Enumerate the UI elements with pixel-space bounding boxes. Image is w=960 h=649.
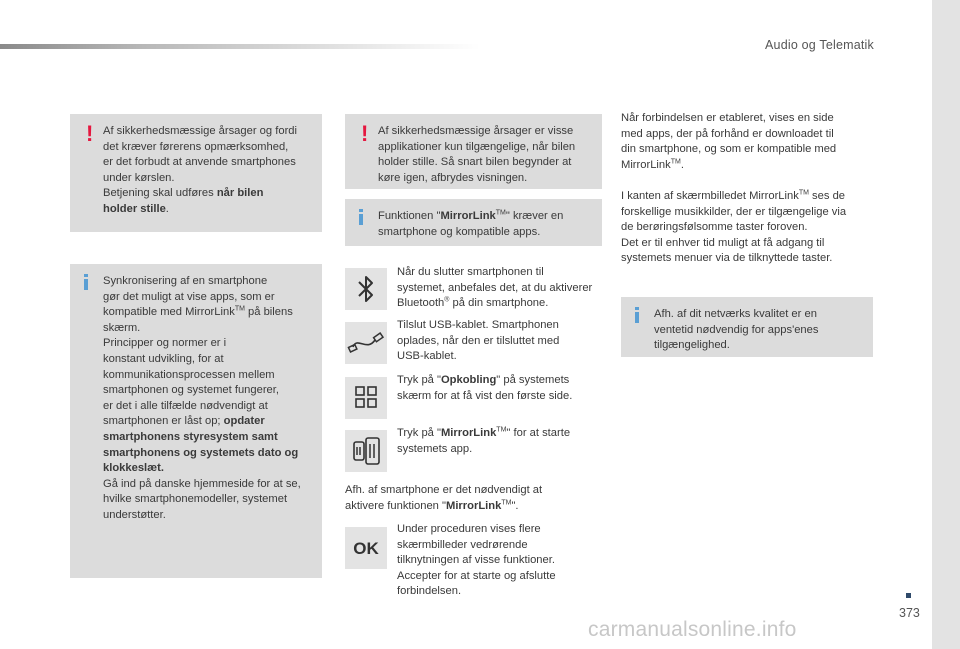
step-connect-text: Tryk på "Opkobling" på systemets skærm for at få vist den første side. (397, 374, 573, 402)
info-icon (359, 209, 363, 225)
page-marker (906, 593, 911, 598)
exclamation-icon: ! (86, 121, 94, 146)
step-mirrorlink-text: Tryk på "MirrorLink™" for at starte systemets app. (397, 426, 571, 455)
info-text: Afh. af dit netværks kvalitet er en ventetid nødvendig for apps'enes tilgængelighed. (654, 308, 819, 352)
apps-grid-icon (345, 377, 387, 419)
mirrorlink-icon (345, 430, 387, 472)
activation-note: Afh. af smartphone er det nødvendigt at aktivere funktionen "MirrorLink™". (345, 484, 543, 512)
warning-text: Af sikkerhedsmæssige årsager og fordi det kræver førerens opmærksomhed, er det forbudt at anvende smartphones under kørslen. Betjening skal udføres når bilen holder stille. (103, 125, 298, 215)
warning-box-driving (70, 114, 322, 232)
exclamation-icon: ! (361, 121, 369, 146)
mirrorlink-edge-paragraph: I kanten af skærmbilledet MirrorLink™ ses de forskellige musikkilder, der er tilgængelige via de berøringsfølsomme taster foroven. Det er til enhver tid muligt at få adgang til systemets menuer via de tilknyttede taster. (621, 189, 847, 265)
connection-established-paragraph: Når forbindelsen er etableret, vises en side med apps, der på forhånd er downloadet til din smartphone, og som er kompatible med MirrorLink™. (621, 112, 837, 171)
info-box-requirement (345, 199, 602, 246)
page-title: Audio og Telematik (765, 38, 874, 52)
info-icon (635, 307, 639, 323)
ok-button-icon (345, 527, 387, 569)
bluetooth-icon (345, 268, 387, 310)
step-ok-text: Under proceduren vises flere skærmbilleder vedrørende tilknytningen af visse funktioner. Accepter for at starte og afslutte forbindelsen. (397, 523, 556, 598)
info-box-network (621, 297, 873, 357)
info-box-sync (70, 264, 322, 578)
header-gradient-bar (0, 44, 480, 49)
watermark: carmanualsonline.info (588, 618, 797, 641)
info-text: Synkronisering af en smartphone gør det muligt at vise apps, som er kompatible med MirrorLink™ på bilens skærm. Principper og normer er i konstant udvikling, for at kommunikationsprocessen mellem smartphonen og systemet fungerer, er det i alle tilfælde nødvendigt at smartphonen er låst op; opdater smartphonens styresystem samt smartphonens og systemets dato og klokkeslæt. Gå ind på danske hjemmeside for at se, hvilke smartphonemodeller, systemet understøtter. (103, 275, 301, 521)
svg-text:OK: OK (353, 539, 379, 558)
usb-cable-icon (345, 322, 387, 364)
warning-box-apps (345, 114, 602, 189)
info-icon (84, 274, 88, 290)
page-number: 373 (899, 606, 920, 620)
right-sidebar-strip (932, 0, 960, 649)
info-text: Funktionen "MirrorLink™" kræver en smartphone og kompatible apps. (378, 209, 564, 238)
step-usb-text: Tilslut USB-kablet. Smartphonen oplades, når den er tilsluttet med USB-kablet. (397, 319, 560, 363)
warning-text: Af sikkerhedsmæssige årsager er visse applikationer kun tilgængelige, når bilen holder stille. Så snart bilen begynder at køre igen, afbrydes visningen. (378, 125, 576, 184)
step-bluetooth-text: Når du slutter smartphonen til systemet, anbefales det, at du aktiverer Bluetooth® på din smartphone. (397, 266, 593, 310)
